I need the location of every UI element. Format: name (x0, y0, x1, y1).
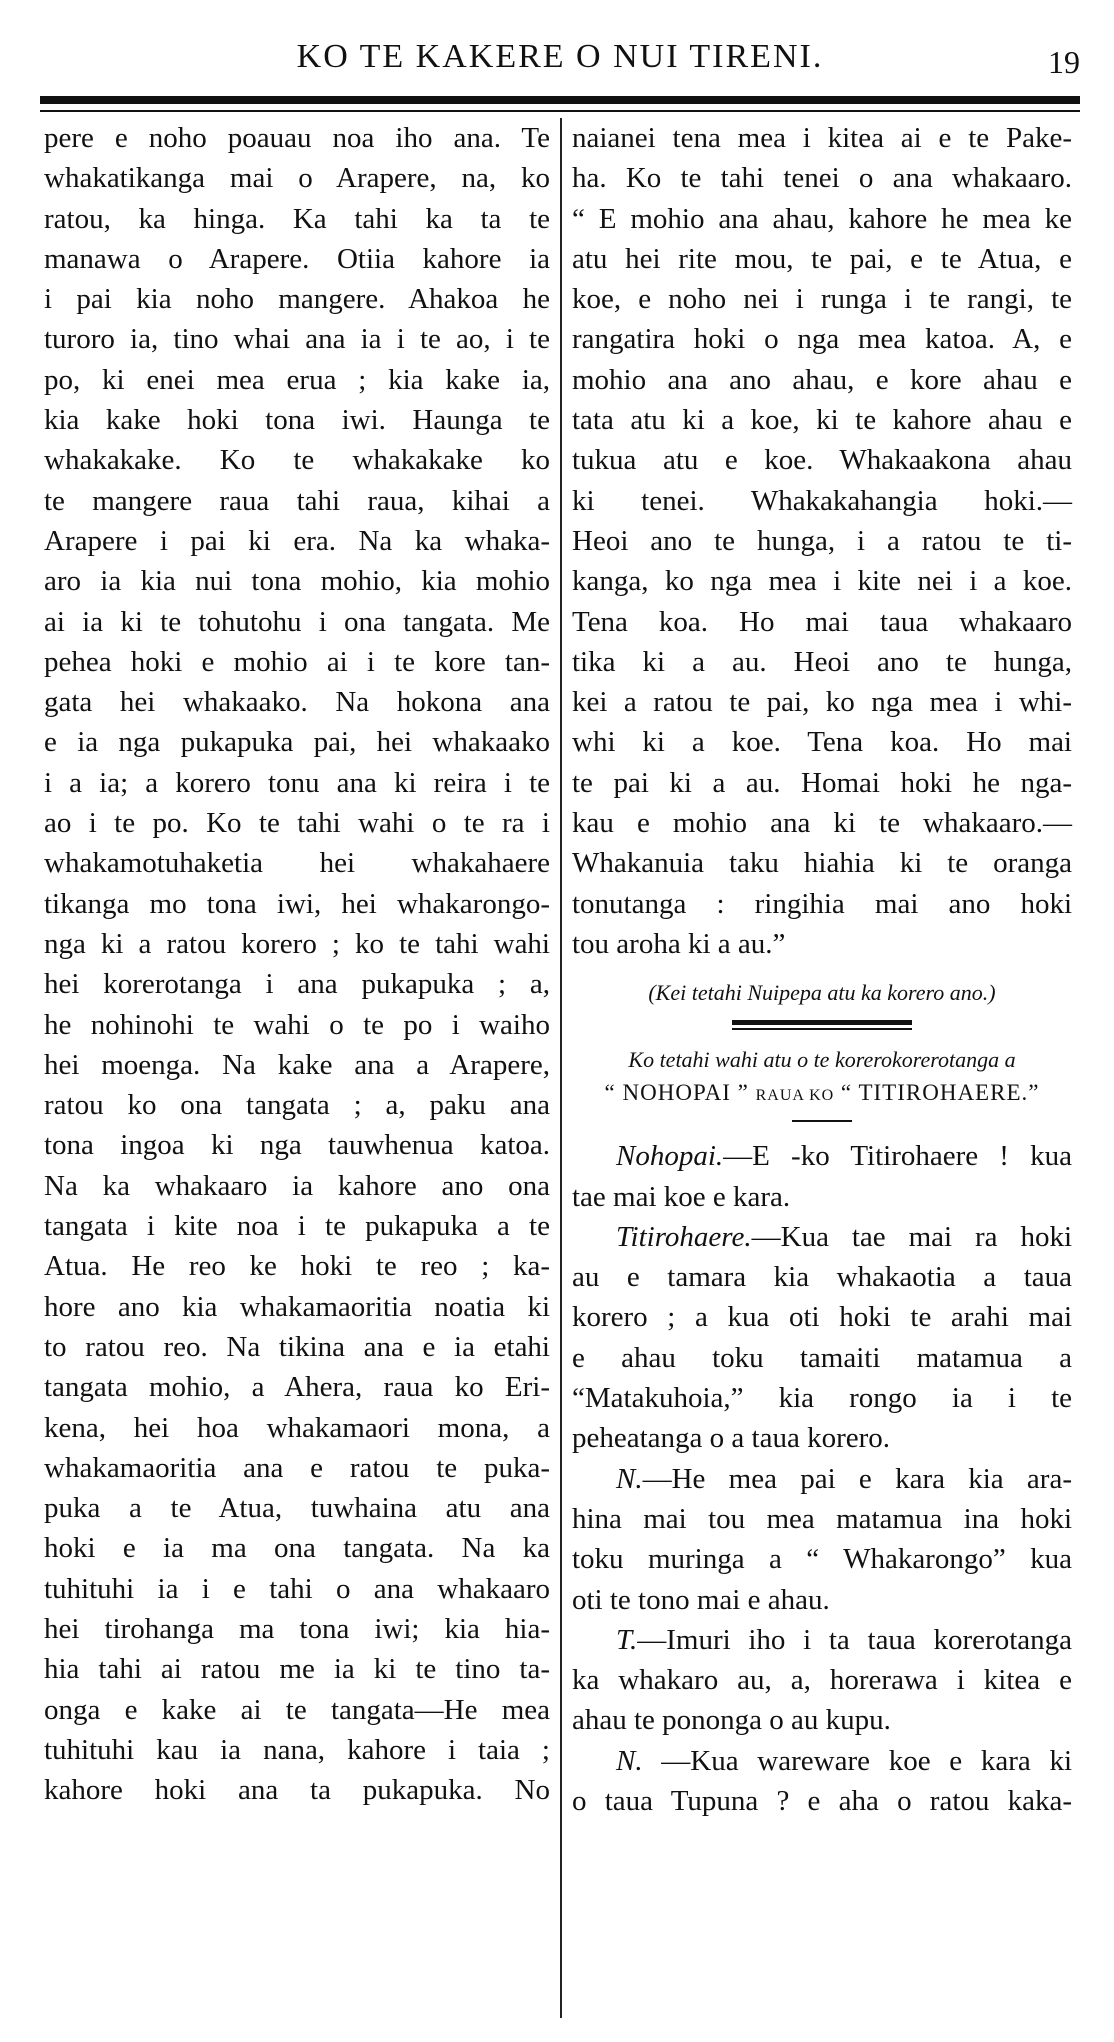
column-divider (560, 118, 562, 2018)
text-line: e ia nga pukapuka pai, hei whakaako (44, 726, 550, 759)
section-title-line1: Ko tetahi wahi atu o te korerokorerotanga a (628, 1047, 1016, 1073)
text-line: te mangere raua tahi raua, kihai a (44, 484, 550, 517)
dialogue-text: —Imuri iho i ta taua korerotanga (637, 1623, 1072, 1656)
speaker-name: Nohopai. (616, 1140, 724, 1173)
text-line: ratou, ka hinga. Ka tahi ka ta te (44, 202, 550, 235)
dialogue-line (572, 1217, 1072, 1257)
text-line: naianei tena mea i kitea ai e te Pake- (572, 122, 1072, 154)
text-line: hore ano kia whakamaoritia noatia ki (44, 1290, 550, 1323)
text-line: ratou ko ona tangata ; a, paku ana (44, 1089, 550, 1122)
dialogue-line (572, 1136, 1072, 1176)
text-line: hei tirohanga ma tona iwi; kia hia- (44, 1612, 550, 1645)
text-line: tata atu ki a koe, ki te kahore ahau e (572, 404, 1072, 437)
dialogue (572, 1136, 1072, 1821)
text-line: Atua. He reo ke hoki te reo ; ka- (44, 1250, 550, 1283)
text-line: tukua atu e koe. Whakaakona ahau (572, 444, 1072, 477)
text-line: te pai ki a au. Homai hoki he nga- (572, 766, 1072, 799)
text-line: aro ia kia nui tona mohio, kia mohio (44, 565, 550, 598)
text-line: hia tahi ai ratou me ia ki te tino ta- (44, 1653, 550, 1686)
text-line: to ratou reo. Na tikina ana e ia etahi (44, 1330, 550, 1363)
text-line: mohio ana ano ahau, e kore ahau e (572, 363, 1072, 396)
text-line: kia kake hoki tona iwi. Haunga te (44, 404, 550, 437)
text-line: ki tenei. Whakakahangia hoki.— (572, 484, 1072, 517)
dialogue-line: korero ; a kua oti hoki te arahi mai (572, 1301, 1072, 1334)
dialogue-text: —Kua tae mai ra hoki (751, 1220, 1072, 1253)
text-line: pehea hoki e mohio ai i te kore tan- (44, 645, 550, 678)
source-note: (Kei tetahi Nuipepa atu ka korero ano.) (648, 980, 996, 1006)
text-line: tuhituhi kau ia nana, kahore i taia ; (44, 1733, 550, 1766)
text-line: onga e kake ai te tangata—He mea (44, 1693, 550, 1726)
dialogue-line (572, 1741, 1072, 1781)
text-line: whakamaoritia ana e ratou te puka- (44, 1451, 550, 1484)
text-line: i a ia; a korero tonu ana ki reira i te (44, 766, 550, 799)
left-column (44, 118, 550, 1810)
dialogue-line: au e tamara kia whakaotia a taua (572, 1261, 1072, 1294)
text-line: tangata mohio, a Ahera, raua ko Eri- (44, 1371, 550, 1404)
text-line: tuhituhi ia i e tahi o ana whakaaro (44, 1572, 550, 1605)
text-line: tou aroha ki a au.” (572, 927, 786, 960)
section-title-name-b: “ TITIROHAERE.” (840, 1080, 1040, 1106)
dialogue-line: tae mai koe e kara. (572, 1180, 791, 1213)
text-line: kena, hei hoa whakamaori mona, a (44, 1411, 550, 1444)
text-line: nga ki a ratou korero ; ko te tahi wahi (44, 927, 550, 960)
text-line: he nohinohi te wahi o te po i waiho (44, 1008, 550, 1041)
section-rule-thick (732, 1020, 912, 1025)
speaker-name: T. (616, 1623, 638, 1656)
speaker-name: N. (616, 1744, 643, 1777)
text-line: tangata i kite noa i te pukapuka a te (44, 1210, 550, 1243)
text-line: tonutanga : ringihia mai ano hoki (572, 887, 1072, 920)
text-line: whi ki a koe. Tena koa. Ho mai (572, 726, 1072, 759)
running-title: KO TE KAKERE O NUI TIRENI. (296, 38, 824, 75)
text-line: tikanga mo tona iwi, hei whakarongo- (44, 887, 550, 920)
text-line: “ E mohio ana ahau, kahore he mea ke (572, 202, 1072, 235)
right-column (572, 118, 1072, 1821)
text-line: ao i te po. Ko te tahi wahi o te ra i (44, 807, 550, 840)
dialogue-line: hina mai tou mea matamua ina hoki (572, 1502, 1072, 1535)
text-line: kau e mohio ana ki te whakaaro.— (572, 807, 1072, 840)
dialogue-line: e ahau toku tamaiti matamua a (572, 1341, 1072, 1374)
text-line: kanga, ko nga mea i kite nei i a koe. (572, 565, 1072, 598)
text-line: po, ki enei mea erua ; kia kake ia, (44, 363, 550, 396)
text-line: Na ka whakaaro ia kahore ano ona (44, 1169, 550, 1202)
text-line: gata hei whakaako. Na hokona ana (44, 686, 550, 719)
text-line: Arapere i pai ki era. Na ka whaka- (44, 524, 550, 557)
text-line: whakakake. Ko te whakakake ko (44, 444, 550, 477)
header-rule-thin (40, 110, 1080, 112)
text-line: tika ki a au. Heoi ano te hunga, (572, 645, 1072, 678)
text-line: turoro ia, tino whai ana ia i te ao, i te (44, 323, 550, 356)
section-rule-thin (732, 1028, 912, 1030)
text-line: hoki e ia ma ona tangata. Na ka (44, 1532, 550, 1565)
text-line: whakamotuhaketia hei whakahaere (44, 847, 550, 880)
dialogue-line (572, 1459, 1072, 1499)
section-title-name-a: “ NOHOPAI ” (604, 1080, 749, 1106)
text-line: Whakanuia taku hiahia ki te oranga (572, 847, 1072, 880)
page-header (40, 30, 1080, 90)
dialogue-line: “Matakuhoia,” kia rongo ia i te (572, 1382, 1072, 1415)
section-short-rule (792, 1120, 852, 1122)
text-line: hei korerotanga i ana pukapuka ; a, (44, 968, 550, 1001)
text-line: pere e noho poauau noa iho ana. Te (44, 122, 550, 154)
page-number: 19 (1048, 44, 1080, 80)
dialogue-line: ka whakaro au, a, horerawa i kitea e (572, 1664, 1072, 1697)
dialogue-text: —Kua wareware koe e kara ki (642, 1744, 1072, 1777)
text-line: koe, e noho nei i runga i te rangi, te (572, 283, 1072, 316)
text-line: rangatira hoki o nga mea katoa. A, e (572, 323, 1072, 356)
text-line: i pai kia noho mangere. Ahakoa he (44, 283, 550, 316)
text-line: tona ingoa ki nga tauwhenua katoa. (44, 1129, 550, 1162)
dialogue-line: oti te tono mai e ahau. (572, 1583, 830, 1616)
text-line: puka a te Atua, tuwhaina atu ana (44, 1492, 550, 1525)
text-line: Tena koa. Ho mai taua whakaaro (572, 605, 1072, 638)
text-line: kahore hoki ana ta pukapuka. No (44, 1774, 550, 1807)
text-line: whakatikanga mai o Arapere, na, ko (44, 162, 550, 195)
right-column-text (572, 118, 1072, 964)
text-line: ha. Ko te tahi tenei o ana whakaaro. (572, 162, 1072, 195)
dialogue-line: toku muringa a “ Whakarongo” kua (572, 1543, 1072, 1576)
header-rule-thick (40, 96, 1080, 104)
dialogue-text: —He mea pai e kara kia ara- (642, 1462, 1072, 1495)
text-line: kei a ratou te pai, ko nga mea i whi- (572, 686, 1072, 719)
text-line: atu hei rite mou, te pai, e te Atua, e (572, 242, 1072, 275)
section-title-raua: RAUA KO (755, 1087, 835, 1105)
section-title-line2 (572, 1076, 1072, 1110)
dialogue-line: ahau te pononga o au kupu. (572, 1704, 891, 1737)
dialogue-line: o taua Tupuna ? e aha o ratou kaka- (572, 1784, 1072, 1817)
text-line: Heoi ano te hunga, i a ratou te ti- (572, 524, 1072, 557)
speaker-name: N. (616, 1462, 643, 1495)
dialogue-line (572, 1620, 1072, 1660)
text-line: hei moenga. Na kake ana a Arapere, (44, 1048, 550, 1081)
text-line: manawa o Arapere. Otiia kahore ia (44, 242, 550, 275)
speaker-name: Titirohaere. (616, 1220, 752, 1253)
text-line: ai ia ki te tohutohu i ona tangata. Me (44, 605, 550, 638)
dialogue-text: —E -ko Titirohaere ! kua (723, 1140, 1072, 1173)
dialogue-line: peheatanga o a taua korero. (572, 1422, 891, 1455)
